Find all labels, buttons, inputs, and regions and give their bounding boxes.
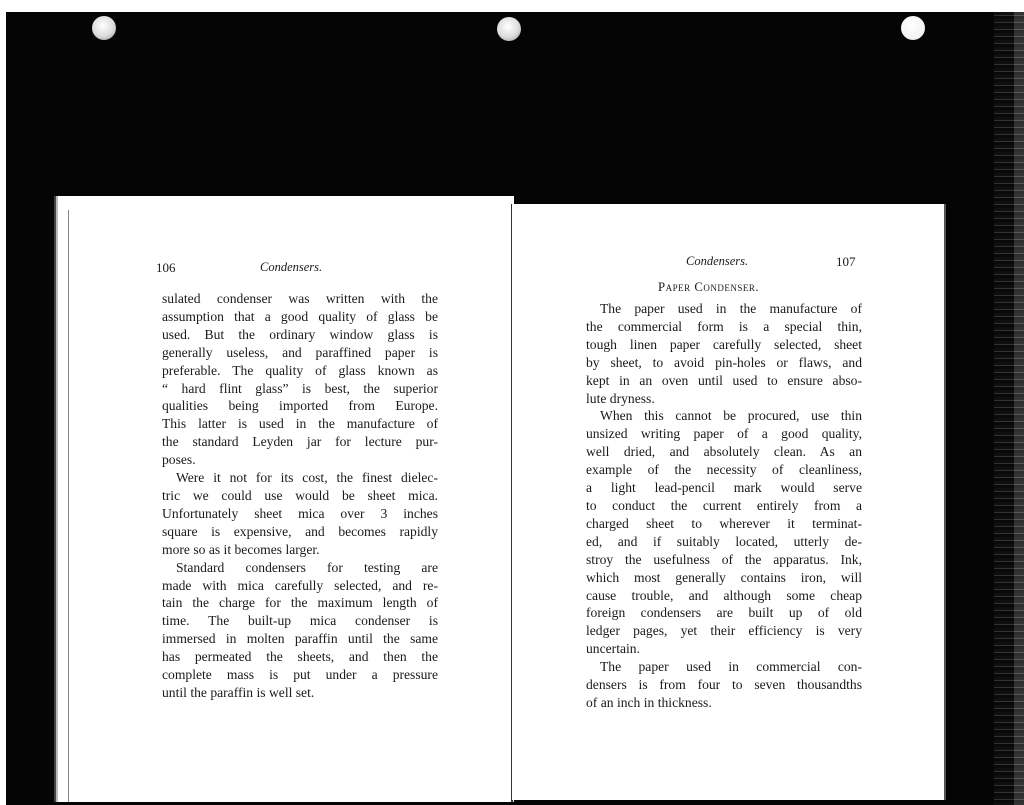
text-line: foreign condensers are built up of old: [586, 605, 862, 621]
text-line: This latter is used in the manufacture of: [162, 416, 438, 432]
text-line: kept in an oven until used to ensure abso-: [586, 372, 862, 388]
text-line: the standard Leyden jar for lecture pur-: [162, 434, 438, 450]
scan-edge-noise: [994, 12, 1024, 805]
pushpin-center: [497, 17, 521, 41]
text-line: Standard condensers for testing are: [176, 559, 438, 575]
right-page-body: [586, 300, 862, 712]
running-head-left: Condensers.: [260, 260, 323, 274]
right-page: [512, 204, 946, 800]
text-line: made with mica carefully selected, and re-: [162, 577, 438, 593]
text-line: qualities being imported from Europe.: [162, 398, 438, 414]
pushpin-left: [92, 16, 116, 40]
text-line: example of the necessity of cleanliness,: [586, 462, 862, 478]
left-page-body: [162, 290, 438, 702]
text-line: time. The built-up mica condenser is: [162, 613, 438, 629]
text-line: of an inch in thickness.: [586, 694, 712, 710]
text-line: uncertain.: [586, 641, 640, 657]
text-line: cause trouble, and although some cheap: [586, 587, 862, 603]
text-line: When this cannot be procured, use thin: [600, 408, 862, 424]
text-line: ed, and if suitably located, utterly de-: [586, 533, 862, 549]
text-line: The paper used in the manufacture of: [600, 301, 862, 316]
text-line: which most generally contains iron, will: [586, 569, 862, 585]
text-line: unsized writing paper of a good quality,: [586, 426, 862, 442]
text-line: a light lead-pencil mark would serve: [586, 480, 862, 496]
text-line: Were it not for its cost, the finest dielec-: [176, 470, 438, 486]
text-line: stroy the usefulness of the apparatus. Ink,: [586, 551, 862, 567]
text-line: Unfortunately sheet mica over 3 inches: [162, 505, 438, 521]
text-line: ledger pages, yet their efficiency is very: [586, 623, 862, 639]
text-line: The paper used in commercial con-: [600, 659, 862, 675]
text-line: by sheet, to avoid pin-holes or flaws, and: [586, 354, 862, 370]
text-line: to conduct the current entirely from a: [586, 497, 862, 513]
text-line: immersed in molten paraffin until the same: [162, 631, 438, 647]
text-line: lute dryness.: [586, 390, 655, 406]
text-line: preferable. The quality of glass known as: [162, 362, 438, 378]
pushpin-right: [901, 16, 925, 40]
text-line: well dried, and absolutely clean. As an: [586, 444, 862, 460]
text-line: more so as it becomes larger.: [162, 541, 320, 557]
text-line: tain the charge for the maximum length of: [162, 595, 438, 611]
text-line: “ hard flint glass” is best, the superior: [162, 380, 438, 396]
text-line: used. But the ordinary window glass is: [162, 326, 438, 342]
text-line: charged sheet to wherever it terminat-: [586, 515, 862, 531]
text-line: the commercial form is a special thin,: [586, 318, 862, 334]
text-line: tric we could use would be sheet mica.: [162, 487, 438, 503]
text-line: tough linen paper carefully selected, sheet: [586, 336, 862, 352]
running-head-right: Condensers.: [686, 254, 749, 268]
left-page: [54, 196, 514, 802]
text-line: until the paraffin is well set.: [162, 684, 315, 700]
page-number-left: 106: [156, 260, 176, 275]
text-line: generally useless, and paraffined paper is: [162, 344, 438, 360]
text-line: sulated condenser was written with the: [162, 291, 438, 306]
text-line: complete mass is put under a pressure: [162, 667, 438, 683]
section-title: Paper Condenser.: [658, 280, 760, 294]
text-line: poses.: [162, 452, 196, 468]
open-book: [52, 192, 952, 804]
text-line: assumption that a good quality of glass be: [162, 308, 438, 324]
text-line: has permeated the sheets, and then the: [162, 649, 438, 665]
text-line: square is expensive, and becomes rapidly: [162, 523, 438, 539]
text-line: densers is from four to seven thousandths: [586, 677, 862, 693]
page-number-right: 107: [836, 254, 856, 269]
